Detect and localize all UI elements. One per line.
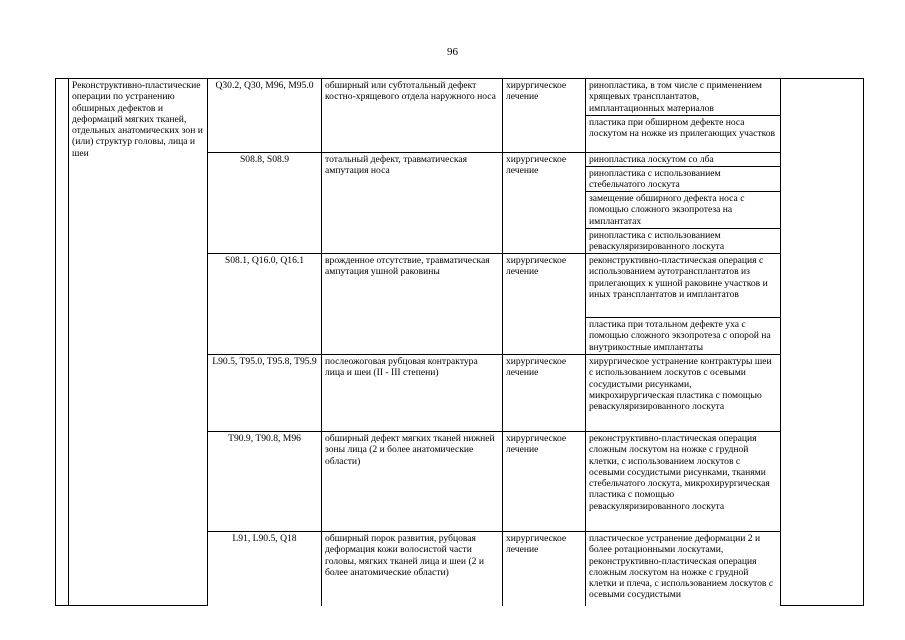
funding-cell: [781, 79, 864, 606]
treatment-cell: хирургическое лечение: [503, 432, 586, 532]
condition-cell: обширный порок развития, рубцовая деформация кожи волосистой части головы, мягких тканей лица и шеи (2 и более анатомические области): [322, 532, 503, 606]
method-cell: реконструктивно-пластическая операция сложным лоскутом на ножке с грудной клетки, с использованием лоскутов с осевыми сосудистыми рисунками, тканями стебельчатого лоскута, микрохирургическая пластика с помощью реваскуляризированного лоскута: [586, 432, 781, 532]
method-cell: пластика при тотальном дефекте уха с помощью сложного экзопротеза с опорой на внутрикостные имплантаты: [586, 318, 781, 355]
codes-cell: L91, L90.5, Q18: [208, 532, 322, 606]
codes-cell: S08.1, Q16.0, Q16.1: [208, 254, 322, 355]
treatment-cell: хирургическое лечение: [503, 79, 586, 153]
condition-cell: врожденное отсутствие, травматическая ампутация ушной раковины: [322, 254, 503, 355]
treatment-cell: хирургическое лечение: [503, 532, 586, 606]
codes-cell: T90.9, T90.8, M96: [208, 432, 322, 532]
method-cell: ринопластика, в том числе с применением хрящевых трансплантатов, имплантационных материалов: [586, 79, 781, 116]
condition-cell: обширный дефект мягких тканей нижней зоны лица (2 и более анатомические области): [322, 432, 503, 532]
codes-cell: L90.5, T95.0, T95.8, T95.9: [208, 355, 322, 432]
page-number: 96: [447, 46, 458, 58]
codes-cell: Q30.2, Q30, M96, M95.0: [208, 79, 322, 153]
treatment-cell: хирургическое лечение: [503, 355, 586, 432]
method-cell: ринопластика лоскутом со лба: [586, 153, 781, 167]
method-cell: замещение обширного дефекта носа с помощью сложного экзопротеза на имплантатах: [586, 192, 781, 229]
method-cell: хирургическое устранение контрактуры шеи с использованием лоскутов с осевыми сосудистыми рисунками, микрохирургическая пластика с помощью реваскуляризированного лоскута: [586, 355, 781, 432]
condition-cell: тотальный дефект, травматическая ампутация носа: [322, 153, 503, 254]
condition-cell: обширный или субтотальный дефект костно-хрящевого отдела наружного носа: [322, 79, 503, 153]
method-cell: ринопластика с использованием реваскуляризированного лоскута: [586, 229, 781, 254]
section-title: Реконструктивно-пластические операции по устранению обширных дефектов и деформаций мягких тканей, отдельных анатомических зон и (или) структур головы, лица и шеи: [69, 79, 208, 606]
method-cell: реконструктивно-пластическая операция с использованием аутотрансплантатов из прилегающих к ушной раковине участков и иных трансплантатов и имплантатов: [586, 254, 781, 318]
method-cell: ринопластика с использованием стебельчатого лоскута: [586, 167, 781, 192]
treatment-cell: хирургическое лечение: [503, 254, 586, 355]
treatment-cell: хирургическое лечение: [503, 153, 586, 254]
number-cell: [56, 79, 69, 606]
method-cell: пластическое устранение деформации 2 и более ротационными лоскутами, реконструктивно-пластическая операция сложным лоскутом на ножке с грудной клетки и плеча, с использованием лоскутов с осевыми сосудистыми: [586, 532, 781, 606]
treatment-table: [55, 78, 864, 606]
method-cell: пластика при обширном дефекте носа лоскутом на ножке из прилегающих участков: [586, 116, 781, 153]
condition-cell: послеожоговая рубцовая контрактура лица и шеи (II - III степени): [322, 355, 503, 432]
codes-cell: S08.8, S08.9: [208, 153, 322, 254]
